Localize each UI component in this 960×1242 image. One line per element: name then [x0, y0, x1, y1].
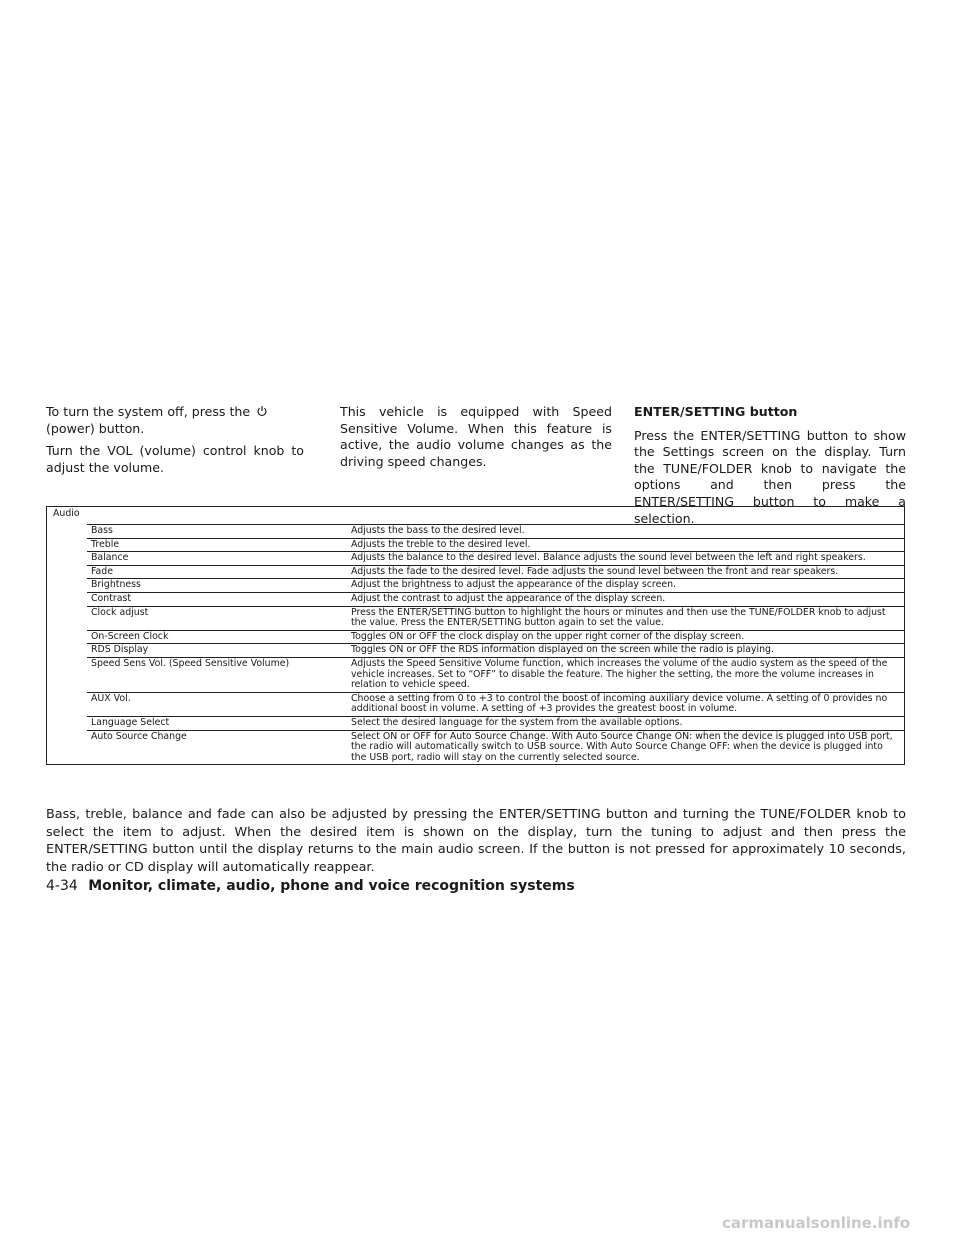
- page-number: 4-34: [46, 878, 78, 894]
- setting-name: AUX Vol.: [91, 692, 131, 704]
- speed-sensitive-paragraph: This vehicle is equipped with Speed Sensitive Volume. When this feature is active, the audio volume changes as the driving speed changes.: [340, 404, 612, 469]
- setting-description: Toggles ON or OFF the RDS information displayed on the screen while the radio is playing.: [351, 644, 774, 656]
- watermark: carmanualsonline.info: [722, 1214, 911, 1232]
- intro-column-2: [340, 404, 612, 476]
- setting-name: Balance: [91, 552, 129, 564]
- setting-name: Contrast: [91, 592, 132, 604]
- power-off-paragraph: [46, 404, 304, 437]
- audio-settings-table: [46, 506, 905, 765]
- setting-description: Adjust the brightness to adjust the appearance of the display screen.: [351, 579, 677, 591]
- power-off-text: To turn the system off, press the: [46, 404, 251, 419]
- table-row: [87, 606, 904, 630]
- setting-name: On-Screen Clock: [91, 630, 169, 642]
- table-row: [87, 538, 904, 552]
- setting-description: Select the desired language for the system from the available options.: [351, 716, 683, 728]
- table-row: [87, 551, 904, 565]
- setting-description: Adjusts the Speed Sensitive Volume function, which increases the volume of the audio system as the speed of the vehicle increases. Set to “OFF” to disable the feature. The higher the setting, the more the volume increases in relation to vehicle speed.: [351, 657, 888, 691]
- table-header: Audio: [53, 508, 80, 519]
- table-row: [87, 716, 904, 730]
- table-row: [87, 630, 904, 644]
- setting-name: Fade: [91, 565, 113, 577]
- adjustment-paragraph: Bass, treble, balance and fade can also be adjusted by pressing the ENTER/SETTING button and turning the TUNE/FOLDER knob to select the item to adjust. When the desired item is shown on the display, turn the tuning to adjust and then press the ENTER/SETTING button until the display returns to the main audio screen. If the button is not pressed for approximately 10 seconds, the radio or CD display will automatically reappear.: [46, 807, 906, 875]
- setting-description: Press the ENTER/SETTING button to highlight the hours or minutes and then use the TUNE/FOLDER knob to adjust the value. Press the ENTER/SETTING button again to set the value.: [351, 606, 886, 629]
- table-row: [87, 578, 904, 592]
- section-title: Monitor, climate, audio, phone and voice recognition systems: [88, 878, 575, 894]
- setting-description: Adjusts the treble to the desired level.: [351, 538, 531, 550]
- table-row: [87, 565, 904, 579]
- page-footer: [46, 877, 575, 895]
- setting-name: Speed Sens Vol. (Speed Sensitive Volume): [91, 657, 290, 669]
- setting-description: Adjusts the bass to the desired level.: [351, 525, 525, 536]
- enter-setting-paragraph: Press the ENTER/SETTING button to show the Settings screen on the display. Turn the TUNE/FOLDER knob to navigate the options and then press the ENTER/SETTING button to make a selection.: [634, 427, 906, 526]
- setting-description: Select ON or OFF for Auto Source Change. With Auto Source Change ON: when the device is plugged into USB port, the radio will automatically switch to USB source. With Auto Source Change OFF: when the device is plugged into the USB port, radio will stay on the currently selected source.: [351, 730, 893, 763]
- enter-setting-heading: ENTER/SETTING button: [634, 404, 798, 419]
- table-rows: [87, 524, 904, 764]
- table-row: [87, 643, 904, 657]
- setting-description: Adjusts the fade to the desired level. Fade adjusts the sound level between the front and rear speakers.: [351, 565, 839, 577]
- table-row: [87, 524, 904, 538]
- setting-name: Language Select: [91, 716, 170, 728]
- table-row: [87, 692, 904, 716]
- setting-name: Brightness: [91, 579, 141, 591]
- power-button-text: (power) button.: [46, 420, 145, 436]
- setting-description: Choose a setting from 0 to +3 to control the boost of incoming auxiliary device volume. A setting of 0 provides no additional boost in volume. A setting of +3 provides the greatest boost in volume.: [351, 692, 888, 715]
- intro-column-1: [46, 404, 304, 482]
- table-row: [87, 592, 904, 606]
- setting-description: Adjust the contrast to adjust the appearance of the display screen.: [351, 592, 666, 604]
- setting-name: Clock adjust: [91, 606, 149, 618]
- setting-name: Treble: [91, 538, 120, 550]
- power-icon: [256, 405, 268, 417]
- setting-description: Toggles ON or OFF the clock display on the upper right corner of the display screen.: [351, 630, 745, 642]
- table-row: [87, 657, 904, 692]
- volume-paragraph: Turn the VOL (volume) control knob to adjust the volume.: [46, 443, 304, 475]
- setting-name: RDS Display: [91, 644, 149, 656]
- setting-name: Auto Source Change: [91, 730, 187, 742]
- table-row: [87, 730, 904, 765]
- setting-description: Adjusts the balance to the desired level. Balance adjusts the sound level between the left and right speakers.: [351, 552, 866, 564]
- setting-name: Bass: [91, 525, 113, 536]
